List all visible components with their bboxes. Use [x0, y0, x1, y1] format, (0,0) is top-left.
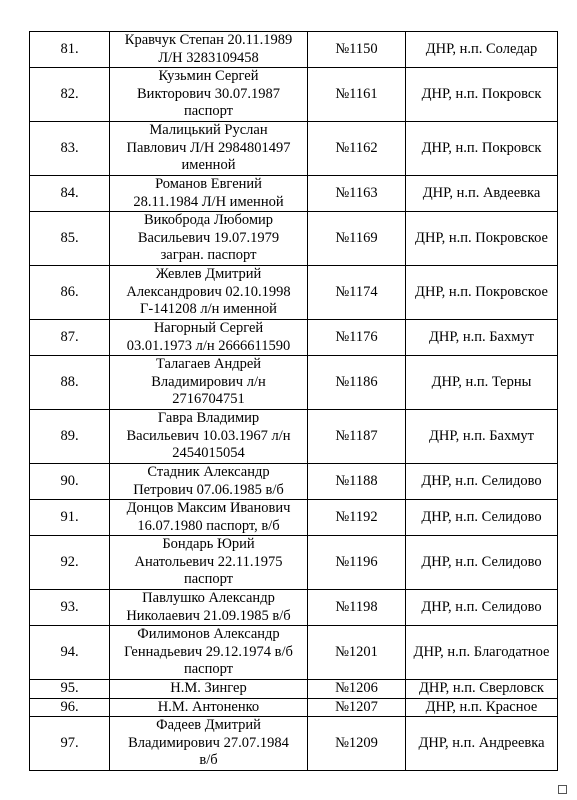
- row-number: 84.: [30, 176, 110, 212]
- record-id: №1196: [308, 536, 406, 590]
- person-details: Павлушко Александр Николаевич 21.09.1985 в/б: [110, 590, 308, 626]
- table-row: [30, 410, 558, 464]
- record-id: №1176: [308, 320, 406, 356]
- row-number: 83.: [30, 122, 110, 176]
- person-details: Романов Евгений 28.11.1984 Л/Н именной: [110, 176, 308, 212]
- person-details: Филимонов Александр Геннадьевич 29.12.1974 в/б паспорт: [110, 626, 308, 680]
- record-id: №1198: [308, 590, 406, 626]
- row-number: 94.: [30, 626, 110, 680]
- person-details: Бондарь Юрий Анатольевич 22.11.1975 паспорт: [110, 536, 308, 590]
- resize-handle[interactable]: [558, 785, 567, 794]
- table-row: [30, 626, 558, 680]
- table-row: [30, 212, 558, 266]
- table-row: [30, 500, 558, 536]
- row-number: 92.: [30, 536, 110, 590]
- location: ДНР, н.п. Бахмут: [406, 320, 558, 356]
- record-id: №1209: [308, 717, 406, 771]
- location: ДНР, н.п. Покровское: [406, 266, 558, 320]
- table-row: [30, 122, 558, 176]
- row-number: 97.: [30, 717, 110, 771]
- row-number: 85.: [30, 212, 110, 266]
- location: ДНР, н.п. Покровск: [406, 122, 558, 176]
- person-details: Донцов Максим Иванович 16.07.1980 паспорт, в/б: [110, 500, 308, 536]
- row-number: 96.: [30, 698, 110, 717]
- person-details: Викоброда Любомир Васильевич 19.07.1979 загран. паспорт: [110, 212, 308, 266]
- record-id: №1161: [308, 68, 406, 122]
- table-row: [30, 717, 558, 771]
- table-row: [30, 590, 558, 626]
- record-id: №1201: [308, 626, 406, 680]
- location: ДНР, н.п. Селидово: [406, 500, 558, 536]
- row-number: 89.: [30, 410, 110, 464]
- table-row: [30, 32, 558, 68]
- person-details: Кравчук Степан 20.11.1989 Л/Н 3283109458: [110, 32, 308, 68]
- table-row: [30, 266, 558, 320]
- location: ДНР, н.п. Селидово: [406, 536, 558, 590]
- record-id: №1162: [308, 122, 406, 176]
- record-id: №1188: [308, 464, 406, 500]
- table-row: [30, 320, 558, 356]
- record-id: №1187: [308, 410, 406, 464]
- location: ДНР, н.п. Красное: [406, 698, 558, 717]
- record-id: №1163: [308, 176, 406, 212]
- table-row: [30, 68, 558, 122]
- person-details: Н.М. Зингер: [110, 680, 308, 699]
- location: ДНР, н.п. Сверловск: [406, 680, 558, 699]
- table-row: [30, 356, 558, 410]
- location: ДНР, н.п. Авдеевка: [406, 176, 558, 212]
- table-row: [30, 680, 558, 699]
- row-number: 93.: [30, 590, 110, 626]
- row-number: 86.: [30, 266, 110, 320]
- person-details: Н.М. Антоненко: [110, 698, 308, 717]
- location: ДНР, н.п. Покровск: [406, 68, 558, 122]
- person-details: Гавра Владимир Васильевич 10.03.1967 л/н 2454015054: [110, 410, 308, 464]
- table-row: [30, 536, 558, 590]
- location: ДНР, н.п. Андреевка: [406, 717, 558, 771]
- table-row: [30, 464, 558, 500]
- row-number: 82.: [30, 68, 110, 122]
- person-details: Малицький Руслан Павлович Л/Н 2984801497 именной: [110, 122, 308, 176]
- record-id: №1192: [308, 500, 406, 536]
- location: ДНР, н.п. Бахмут: [406, 410, 558, 464]
- row-number: 87.: [30, 320, 110, 356]
- location: ДНР, н.п. Терны: [406, 356, 558, 410]
- record-id: №1206: [308, 680, 406, 699]
- record-id: №1207: [308, 698, 406, 717]
- person-details: Талагаев Андрей Владимирович л/н 2716704751: [110, 356, 308, 410]
- person-details: Жевлев Дмитрий Александрович 02.10.1998 Г-141208 л/н именной: [110, 266, 308, 320]
- records-table-body: [30, 32, 558, 771]
- person-details: Стадник Александр Петрович 07.06.1985 в/б: [110, 464, 308, 500]
- table-row: [30, 176, 558, 212]
- location: ДНР, н.п. Селидово: [406, 464, 558, 500]
- location: ДНР, н.п. Благодатное: [406, 626, 558, 680]
- location: ДНР, н.п. Соледар: [406, 32, 558, 68]
- record-id: №1169: [308, 212, 406, 266]
- row-number: 91.: [30, 500, 110, 536]
- record-id: №1186: [308, 356, 406, 410]
- record-id: №1150: [308, 32, 406, 68]
- person-details: Фадеев Дмитрий Владимирович 27.07.1984 в/б: [110, 717, 308, 771]
- record-id: №1174: [308, 266, 406, 320]
- records-table: [29, 31, 558, 771]
- row-number: 90.: [30, 464, 110, 500]
- row-number: 81.: [30, 32, 110, 68]
- row-number: 88.: [30, 356, 110, 410]
- table-row: [30, 698, 558, 717]
- location: ДНР, н.п. Покровское: [406, 212, 558, 266]
- person-details: Кузьмин Сергей Викторович 30.07.1987 паспорт: [110, 68, 308, 122]
- person-details: Нагорный Сергей 03.01.1973 л/н 2666611590: [110, 320, 308, 356]
- row-number: 95.: [30, 680, 110, 699]
- location: ДНР, н.п. Селидово: [406, 590, 558, 626]
